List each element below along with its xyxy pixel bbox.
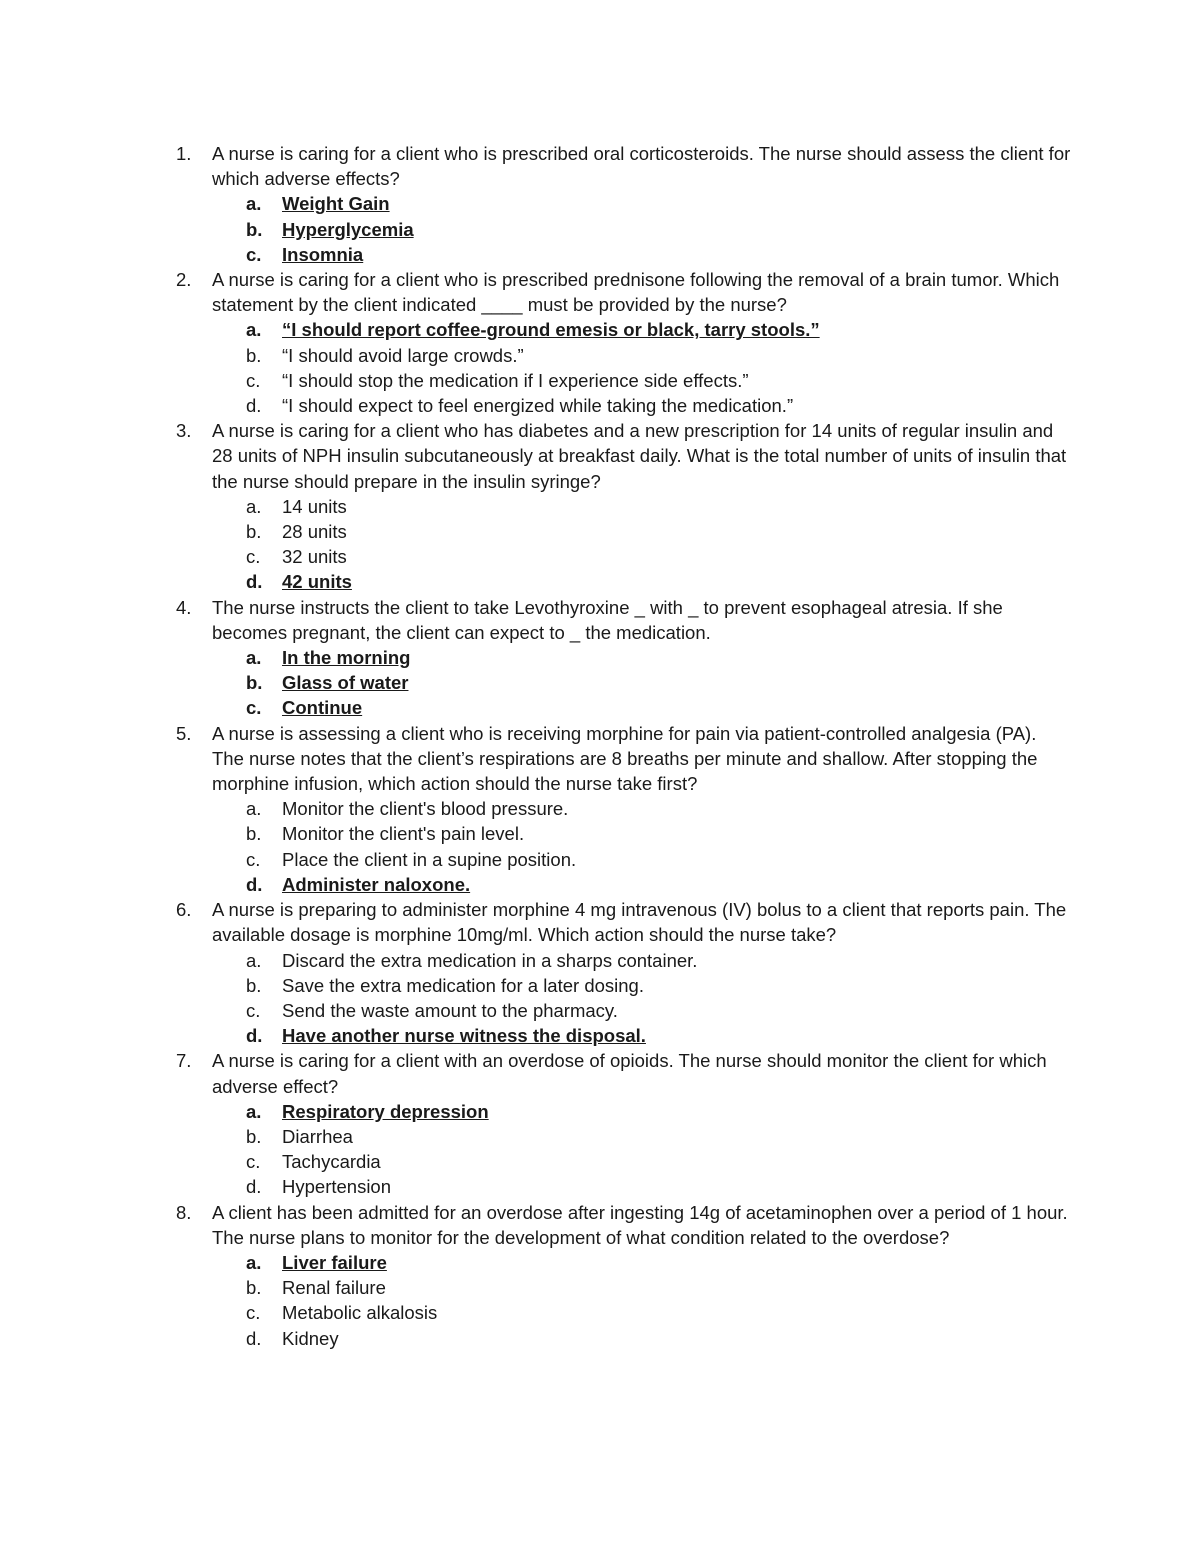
option-letter: c.: [246, 848, 261, 870]
question-text: A nurse is preparing to administer morphine 4 mg intravenous (IV) bolus to a client that reports pain. The available dosage is morphine 10mg/ml. Which action should the nurse take?: [212, 899, 1067, 946]
question-number: 4.: [176, 596, 192, 618]
question-item-7: [172, 1048, 1072, 1199]
question-list: [172, 141, 1072, 1351]
option-text: Administer naloxone.: [282, 873, 471, 895]
answer-option: [212, 1174, 1072, 1199]
option-text: 32 units: [282, 546, 347, 568]
question-text: A nurse is caring for a client who has diabetes and a new prescription for 14 units of regular insulin and 28 units of NPH insulin subcutaneously at breakfast daily. What is the total number of units of insulin that the nurse should prepare in the insulin syringe?: [212, 420, 1067, 492]
answer-options: [212, 191, 1072, 267]
answer-option: [212, 847, 1072, 872]
question-text: A client has been admitted for an overdose after ingesting 14g of acetaminophen over a period of 1 hour. The nurse plans to monitor for the development of what condition related to the overdose?: [212, 1201, 1068, 1248]
answer-options: [212, 1250, 1072, 1351]
option-letter: a.: [246, 495, 262, 517]
answer-option: [212, 973, 1072, 998]
question-text: A nurse is caring for a client who is prescribed prednisone following the removal of a brain tumor. Which statement by the client indicated ____ must be provided by the nurse?: [212, 269, 1060, 316]
answer-options: [212, 645, 1072, 721]
answer-option: [212, 796, 1072, 821]
answer-option: [212, 1275, 1072, 1300]
answer-option: [212, 519, 1072, 544]
option-letter: d.: [246, 395, 262, 417]
answer-option-correct: [212, 1023, 1072, 1048]
answer-option-correct: [212, 191, 1072, 216]
option-text: Hypertension: [282, 1176, 392, 1198]
question-number: 7.: [176, 1050, 192, 1072]
option-text: Place the client in a supine position.: [282, 848, 577, 870]
answer-options: [212, 317, 1072, 418]
option-text: Send the waste amount to the pharmacy.: [282, 999, 618, 1021]
question-text: A nurse is caring for a client with an overdose of opioids. The nurse should monitor the client for which adverse effect?: [212, 1050, 1047, 1097]
option-letter: d.: [246, 1327, 262, 1349]
option-letter: a.: [246, 1100, 262, 1122]
option-text: Insomnia: [282, 243, 364, 265]
answer-option: [212, 368, 1072, 393]
answer-option-correct: [212, 670, 1072, 695]
question-number: 1.: [176, 143, 192, 164]
option-text: “I should report coffee-ground emesis or black, tarry stools.”: [282, 319, 820, 341]
option-text: Tachycardia: [282, 1151, 381, 1173]
question-item-2: [172, 267, 1072, 418]
answer-option: [212, 343, 1072, 368]
option-letter: c.: [246, 1151, 261, 1173]
option-letter: b.: [246, 344, 262, 366]
option-letter: c.: [246, 369, 261, 391]
option-text: Have another nurse witness the disposal.: [282, 1025, 646, 1047]
option-text: Save the extra medication for a later dosing.: [282, 974, 644, 996]
answer-option-correct: [212, 645, 1072, 670]
question-item-6: [172, 897, 1072, 1048]
option-text: “I should expect to feel energized while taking the medication.”: [282, 395, 794, 417]
option-text: Monitor the client's pain level.: [282, 823, 525, 845]
question-item-1: [172, 141, 1072, 267]
option-letter: c.: [246, 697, 262, 719]
option-text: Renal failure: [282, 1277, 386, 1299]
option-letter: b.: [246, 218, 263, 240]
option-letter: d.: [246, 1176, 262, 1198]
question-text: A nurse is caring for a client who is prescribed oral corticosteroids. The nurse should assess the client for which adverse effects?: [212, 143, 1071, 190]
option-letter: b.: [246, 974, 262, 996]
option-letter: d.: [246, 1025, 263, 1047]
option-text: Glass of water: [282, 672, 409, 694]
option-text: Liver failure: [282, 1251, 387, 1273]
option-text: Metabolic alkalosis: [282, 1302, 438, 1324]
option-letter: a.: [246, 193, 262, 215]
option-letter: b.: [246, 1125, 262, 1147]
option-text: Respiratory depression: [282, 1100, 489, 1122]
answer-option-correct: [212, 317, 1072, 342]
option-text: Hyperglycemia: [282, 218, 414, 240]
answer-option: [212, 494, 1072, 519]
option-letter: b.: [246, 1277, 262, 1299]
answer-option-correct: [212, 217, 1072, 242]
answer-option: [212, 544, 1072, 569]
answer-option: [212, 1149, 1072, 1174]
option-letter: c.: [246, 243, 262, 265]
option-text: Continue: [282, 697, 363, 719]
option-letter: b.: [246, 672, 263, 694]
answer-option-correct: [212, 1099, 1072, 1124]
option-text: Weight Gain: [282, 193, 390, 215]
question-text: The nurse instructs the client to take Levothyroxine _ with _ to prevent esophageal atresia. If she becomes pregnant, the client can expect to _ the medication.: [212, 596, 1003, 643]
option-letter: c.: [246, 1302, 261, 1324]
option-letter: b.: [246, 521, 262, 543]
option-letter: a.: [246, 798, 262, 820]
option-text: 28 units: [282, 521, 347, 543]
option-text: 42 units: [282, 571, 352, 593]
answer-option-correct: [212, 242, 1072, 267]
option-text: “I should avoid large crowds.”: [282, 344, 524, 366]
option-letter: a.: [246, 319, 262, 341]
question-number: 6.: [176, 899, 192, 921]
answer-option: [212, 1124, 1072, 1149]
answer-option-correct: [212, 1250, 1072, 1275]
answer-option-correct: [212, 695, 1072, 720]
question-number: 5.: [176, 722, 192, 744]
option-text: 14 units: [282, 495, 347, 517]
answer-options: [212, 1099, 1072, 1200]
answer-option-correct: [212, 569, 1072, 594]
option-letter: c.: [246, 546, 261, 568]
option-text: “I should stop the medication if I experience side effects.”: [282, 369, 749, 391]
question-number: 2.: [176, 269, 192, 291]
question-number: 3.: [176, 420, 192, 442]
option-text: Diarrhea: [282, 1125, 353, 1147]
answer-options: [212, 796, 1072, 897]
answer-options: [212, 494, 1072, 595]
option-letter: a.: [246, 1251, 262, 1273]
option-letter: b.: [246, 823, 262, 845]
answer-option-correct: [212, 872, 1072, 897]
option-text: Monitor the client's blood pressure.: [282, 798, 569, 820]
answer-option: [212, 1326, 1072, 1351]
answer-options: [212, 948, 1072, 1049]
option-letter: c.: [246, 999, 261, 1021]
question-number: 8.: [176, 1201, 192, 1223]
answer-option: [212, 821, 1072, 846]
question-item-4: [172, 595, 1072, 721]
answer-option: [212, 948, 1072, 973]
option-text: In the morning: [282, 647, 411, 669]
answer-option: [212, 393, 1072, 418]
answer-option: [212, 998, 1072, 1023]
question-item-8: [172, 1200, 1072, 1351]
option-text: Kidney: [282, 1327, 339, 1349]
option-letter: d.: [246, 873, 263, 895]
option-letter: a.: [246, 647, 262, 669]
question-item-3: [172, 418, 1072, 594]
option-letter: d.: [246, 571, 263, 593]
answer-option: [212, 1300, 1072, 1325]
question-text: A nurse is assessing a client who is receiving morphine for pain via patient-controlled analgesia (PA). The nurse notes that the client’s respirations are 8 breaths per minute and shallow. After stopping the morphine infusion, which action should the nurse take first?: [212, 722, 1038, 795]
question-item-5: [172, 721, 1072, 897]
option-text: Discard the extra medication in a sharps container.: [282, 949, 698, 971]
option-letter: a.: [246, 949, 262, 971]
